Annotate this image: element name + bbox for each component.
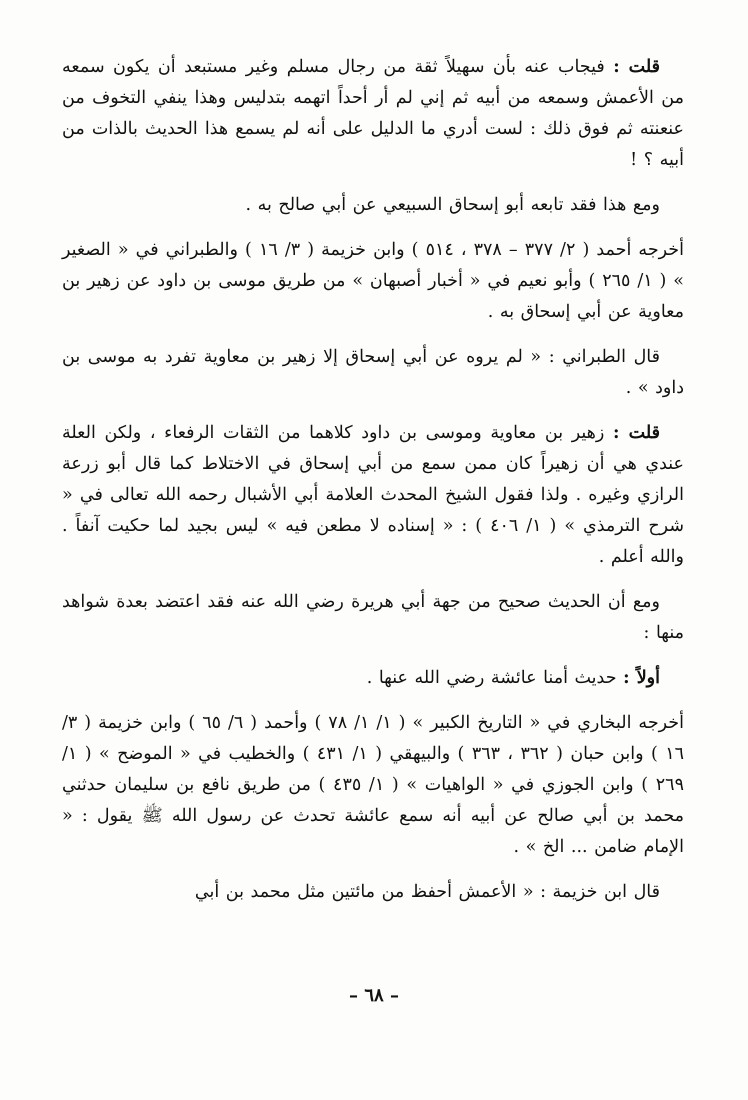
paragraph-2: [62, 190, 684, 221]
paragraph-lead: قلت :: [613, 423, 660, 443]
paragraph-text: حديث أمنا عائشة رضي الله عنها .: [366, 668, 617, 688]
paragraph-text: أخرجه البخاري في « التاريخ الكبير » ( ١/ ١/ ٧٨ ) وأحمد ( ٦/ ٦٥ ) وابن خزيمة ( ٣/ ١٦ ) وابن حبان ( ٣٦٢ ، ٣٦٣ ) والبيهقي ( ١/ ٤٣١ ) والخطيب في « الموضح » ( ١/ ٢٦٩ ) وابن الجوزي في « الواهيات » ( ١/ ٤٣٥ ) من طريق نافع بن سليمان حدثني محمد بن أبي صالح عن أبيه أنه سمع عائشة تحدث عن رسول الله ﷺ يقول : « الإمام ضامن ... الخ » .: [62, 713, 684, 857]
paragraph-text: ومع هذا فقد تابعه أبو إسحاق السبيعي عن أبي صالح به .: [245, 195, 660, 215]
paragraph-text: ومع أن الحديث صحيح من جهة أبي هريرة رضي الله عنه فقد اعتضد بعدة شواهد منها :: [62, 592, 684, 643]
paragraph-text: قال ابن خزيمة : « الأعمش أحفظ من مائتين مثل محمد بن أبي: [194, 882, 660, 902]
paragraph-7: [62, 663, 684, 694]
paragraph-lead: قلت :: [613, 57, 660, 77]
paragraph-text: قال الطبراني : « لم يروه عن أبي إسحاق إلا زهير بن معاوية تفرد به موسى بن داود » .: [62, 347, 684, 398]
paragraph-text: أخرجه أحمد ( ٢/ ٣٧٧ – ٣٧٨ ، ٥١٤ ) وابن خزيمة ( ٣/ ١٦ ) والطبراني في « الصغير » ( ١/ ٢٦٥ ) وأبو نعيم في « أخبار أصبهان » من طريق موسى بن داود عن زهير بن معاوية عن أبي إسحاق به .: [62, 240, 684, 322]
document-page: [62, 52, 684, 1052]
paragraph-text: زهير بن معاوية وموسى بن داود كلاهما من الثقات الرفعاء ، ولكن العلة عندي هي أن زهيراً كان ممن سمع من أبي إسحاق في الاختلاط كما قال أبو زرعة الرازي وغيره . ولذا فقول الشيخ المحدث العلامة أبي الأشبال رحمه الله تعالى في « شرح الترمذي » ( ١/ ٤٠٦ ) : « إسناده لا مطعن فيه » ليس بجيد لما حكيت آنفاً . والله أعلم .: [62, 423, 684, 567]
paragraph-text: فيجاب عنه بأن سهيلاً ثقة من رجال مسلم وغير مستبعد أن يكون سمعه من الأعمش وسمعه من أبيه ثم إني لم أر أحداً اتهمه بتدليس وهذا ينفي التخوف من عنعنته ثم فوق ذلك : لست أدري ما الدليل على أنه لم يسمع هذا الحديث بالذات من أبيه ؟ !: [62, 57, 684, 170]
paragraph-4: [62, 342, 684, 404]
paragraph-1: [62, 52, 684, 176]
paragraph-9: [62, 877, 684, 908]
paragraph-3: [62, 235, 684, 328]
paragraph-5: [62, 418, 684, 573]
paragraph-8: [62, 708, 684, 863]
page-number: – ٦٨ –: [349, 985, 399, 1006]
paragraph-6: [62, 587, 684, 649]
paragraph-lead: أولاً :: [623, 668, 660, 688]
